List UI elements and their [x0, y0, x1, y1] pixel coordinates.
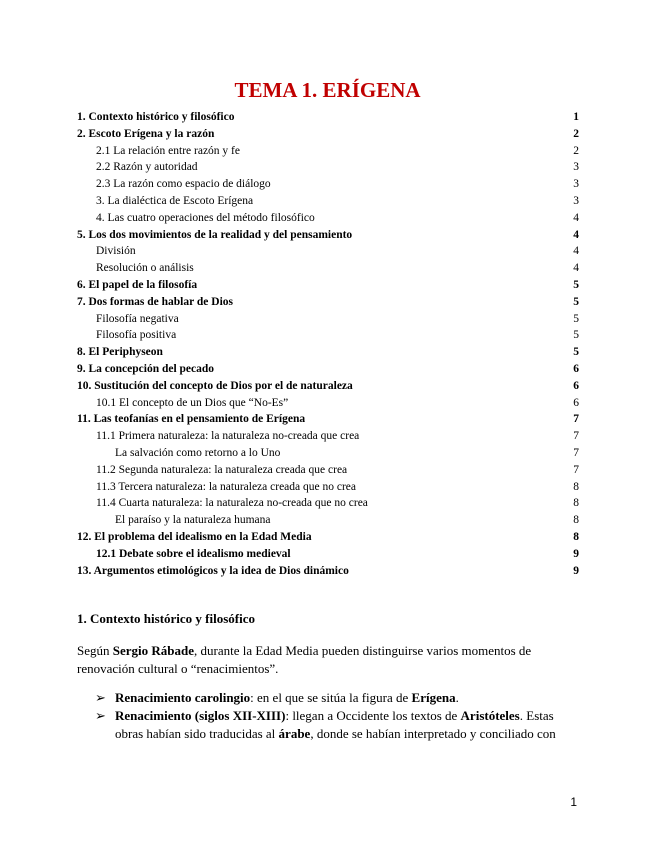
toc-entry-title: El paraíso y la naturaleza humana — [115, 514, 271, 527]
toc-entry-page: 4 — [573, 262, 579, 275]
toc-entry-title: 12.1 Debate sobre el idealismo medieval — [96, 547, 291, 560]
toc-entry[interactable] — [77, 445, 579, 462]
para-text: , durante la Edad Media pueden distinguirse varios momentos de renovación cultural o “renacimientos”. — [77, 643, 532, 676]
toc-entry[interactable] — [77, 277, 579, 294]
toc-entry-title: Filosofía negativa — [96, 312, 179, 325]
toc-entry-page: 5 — [573, 278, 579, 291]
toc-entry-page: 6 — [573, 396, 579, 409]
toc-entry[interactable] — [77, 311, 579, 328]
toc-entry-title: 6. El papel de la filosofía — [77, 278, 198, 291]
toc-entry-page: 3 — [573, 161, 579, 174]
toc-entry-title: 10.1 El concepto de un Dios que “No-Es” — [96, 396, 289, 409]
toc-entry-page: 8 — [573, 530, 579, 543]
toc-entry-title: 2.3 La razón como espacio de diálogo — [96, 178, 271, 191]
list-item — [95, 689, 557, 707]
toc-entry-page: 6 — [573, 362, 579, 375]
bullet-term: Renacimiento carolingio — [115, 690, 251, 705]
toc-entry-title: 10. Sustitución del concepto de Dios por el de naturaleza — [77, 379, 353, 392]
toc-entry-page: 5 — [573, 329, 579, 342]
toc-entry-title: División — [96, 245, 136, 258]
toc-entry-title: 11.4 Cuarta naturaleza: la naturaleza no-creada que no crea — [96, 497, 368, 510]
toc-entry-title: 8. El Periphyseon — [77, 346, 163, 359]
bullet-text: : llegan a Occidente los textos de — [285, 708, 461, 723]
arrow-bullet-icon: ➢ — [95, 690, 106, 705]
toc-entry-title: 11.3 Tercera naturaleza: la naturaleza creada que no crea — [96, 480, 357, 493]
toc-entry[interactable] — [77, 176, 579, 193]
toc-entry-title: Resolución o análisis — [96, 262, 194, 275]
toc-entry-page: 4 — [573, 245, 579, 258]
bullet-list — [95, 689, 557, 743]
toc-entry-title: 11. Las teofanías en el pensamiento de Erígena — [77, 413, 306, 426]
toc-entry-title: 5. Los dos movimientos de la realidad y del pensamiento — [77, 228, 353, 241]
toc-entry[interactable] — [77, 243, 579, 260]
toc-entry-page: 2 — [573, 127, 579, 140]
section-heading: 1. Contexto histórico y filosófico — [77, 611, 256, 626]
toc-entry-page: 7 — [573, 413, 579, 426]
toc-entry[interactable] — [77, 563, 579, 580]
toc-entry-title: Filosofía positiva — [96, 329, 177, 342]
toc-entry[interactable] — [77, 378, 579, 395]
toc-entry-page: 6 — [573, 379, 579, 392]
toc-entry[interactable] — [77, 428, 579, 445]
toc-entry[interactable] — [77, 479, 579, 496]
toc-entry[interactable] — [77, 159, 579, 176]
toc-entry-page: 9 — [573, 564, 579, 577]
toc-entry-page: 7 — [573, 446, 579, 459]
toc-entry-title: 1. Contexto histórico y filosófico — [77, 111, 235, 123]
toc-entry-page: 5 — [573, 312, 579, 325]
bullet-text: : en el que se sitúa la figura de — [250, 690, 412, 705]
toc-entry-title: 9. La concepción del pecado — [77, 362, 215, 375]
toc-entry-page: 8 — [573, 514, 579, 527]
toc-entry-page: 9 — [573, 547, 579, 560]
toc-entry-title: 13. Argumentos etimológicos y la idea de Dios dinámico — [77, 564, 349, 577]
bullet-term: Aristóteles — [460, 708, 520, 723]
toc-entry-title: 11.1 Primera naturaleza: la naturaleza no-creada que crea — [96, 430, 360, 443]
toc-entry-title: 2.2 Razón y autoridad — [96, 161, 198, 174]
toc-entry[interactable] — [77, 411, 579, 428]
toc-entry-page: 7 — [573, 430, 579, 443]
toc-entry[interactable] — [77, 294, 579, 311]
toc-entry-page: 4 — [573, 228, 579, 241]
toc-entry[interactable] — [77, 512, 579, 529]
toc-entry-title: 2. Escoto Erígena y la razón — [77, 127, 215, 140]
toc-entry-title: 11.2 Segunda naturaleza: la naturaleza creada que crea — [96, 463, 348, 476]
toc-entry-title: La salvación como retorno a lo Uno — [115, 446, 281, 459]
toc-entry[interactable] — [77, 109, 579, 126]
toc-entry-page: 1 — [573, 111, 579, 123]
author-name: Sergio Rábade — [112, 643, 194, 658]
bullet-term: árabe — [278, 726, 311, 741]
table-of-contents — [77, 109, 579, 579]
bullet-text: , donde se habían interpretado y conciliado con — [310, 726, 556, 741]
toc-entry[interactable] — [77, 227, 579, 244]
bullet-text: . Estas obras habían sido traducidas al — [115, 708, 554, 741]
toc-entry-title: 12. El problema del idealismo en la Edad Media — [77, 530, 312, 543]
toc-entry-page: 4 — [573, 211, 579, 224]
toc-entry[interactable] — [77, 210, 579, 227]
arrow-bullet-icon: ➢ — [95, 708, 106, 723]
toc-entry-page: 3 — [573, 194, 579, 207]
toc-entry-page: 2 — [573, 144, 579, 157]
toc-entry[interactable] — [77, 529, 579, 546]
toc-entry[interactable] — [77, 260, 579, 277]
toc-entry-title: 3. La dialéctica de Escoto Erígena — [96, 194, 254, 207]
bullet-term: Erígena — [411, 690, 456, 705]
para-text: Según — [77, 643, 113, 658]
toc-entry[interactable] — [77, 462, 579, 479]
page-number: 1 — [570, 795, 577, 809]
bullet-text: . — [455, 690, 459, 705]
toc-entry[interactable] — [77, 143, 579, 160]
toc-entry-page: 7 — [573, 463, 579, 476]
toc-entry-title: 2.1 La relación entre razón y fe — [96, 144, 240, 157]
toc-entry[interactable] — [77, 495, 579, 512]
toc-entry-title: 7. Dos formas de hablar de Dios — [77, 295, 234, 308]
document-title: TEMA 1. ERÍGENA — [234, 78, 421, 102]
toc-entry[interactable] — [77, 361, 579, 378]
list-item — [95, 707, 557, 743]
toc-entry[interactable] — [77, 193, 579, 210]
toc-entry[interactable] — [77, 395, 579, 412]
toc-entry[interactable] — [77, 546, 579, 563]
toc-entry-page: 3 — [573, 178, 579, 191]
intro-paragraph — [77, 642, 557, 678]
toc-entry-page: 8 — [573, 497, 579, 510]
toc-entry[interactable] — [77, 126, 579, 143]
toc-entry-page: 5 — [573, 346, 579, 359]
toc-entry-title: 4. Las cuatro operaciones del método filosófico — [96, 211, 315, 224]
toc-entry[interactable] — [77, 327, 579, 344]
toc-entry-page: 8 — [573, 480, 579, 493]
toc-entry[interactable] — [77, 344, 579, 361]
toc-entry-page: 5 — [573, 295, 579, 308]
bullet-term: Renacimiento (siglos XII-XIII) — [115, 708, 286, 723]
